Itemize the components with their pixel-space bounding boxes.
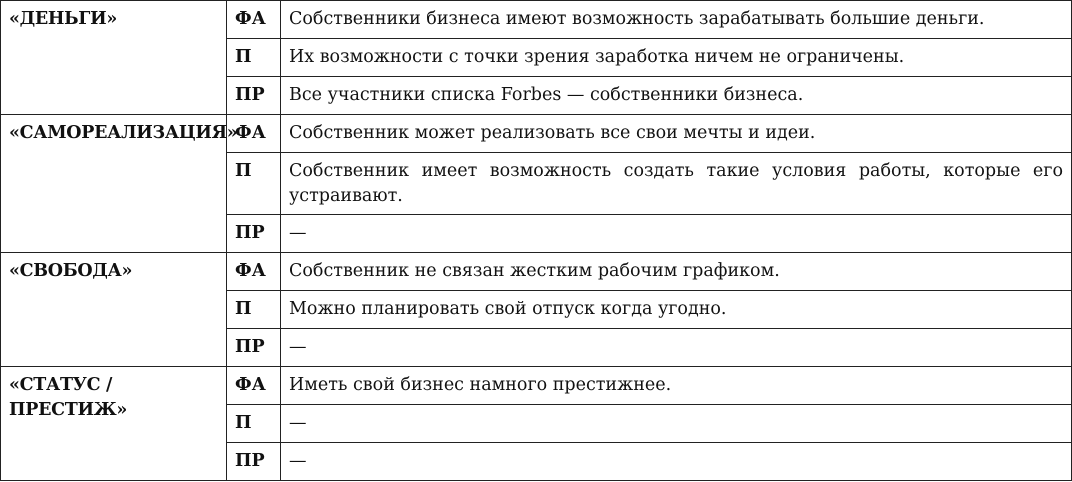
category-cell: «ДЕНЬГИ» [1,1,227,115]
table-row [1,115,1072,153]
text-cell: — [281,215,1072,253]
code-cell: ПР [227,329,281,367]
text-cell: — [281,329,1072,367]
category-cell: «САМОРЕАЛИЗАЦИЯ» [1,115,227,253]
code-cell: П [227,291,281,329]
table-row [1,253,1072,291]
text-cell: Можно планировать свой отпуск когда угодно. [281,291,1072,329]
text-cell: Собственник может реализовать все свои мечты и идеи. [281,115,1072,153]
table-row [1,367,1072,405]
code-cell: ФА [227,115,281,153]
text-cell: Иметь свой бизнес намного престижнее. [281,367,1072,405]
code-cell: ПР [227,215,281,253]
code-cell: ФА [227,253,281,291]
code-cell: П [227,405,281,443]
code-cell: ФА [227,367,281,405]
code-cell: ПР [227,77,281,115]
text-cell: — [281,405,1072,443]
category-cell: «СВОБОДА» [1,253,227,367]
text-cell: Собственник не связан жестким рабочим графиком. [281,253,1072,291]
code-cell: ФА [227,1,281,39]
code-cell: ПР [227,443,281,481]
text-cell: Их возможности с точки зрения заработка ничем не ограничены. [281,39,1072,77]
text-cell: Собственник имеет возможность создать такие условия работы, которые его устраивают. [281,153,1072,215]
text-cell: Собственники бизнеса имеют возможность зарабатывать большие деньги. [281,1,1072,39]
text-cell: Все участники списка Forbes — собственники бизнеса. [281,77,1072,115]
text-cell: — [281,443,1072,481]
category-cell: «СТАТУС / ПРЕСТИЖ» [1,367,227,481]
table-row [1,1,1072,39]
code-cell: П [227,153,281,215]
code-cell: П [227,39,281,77]
